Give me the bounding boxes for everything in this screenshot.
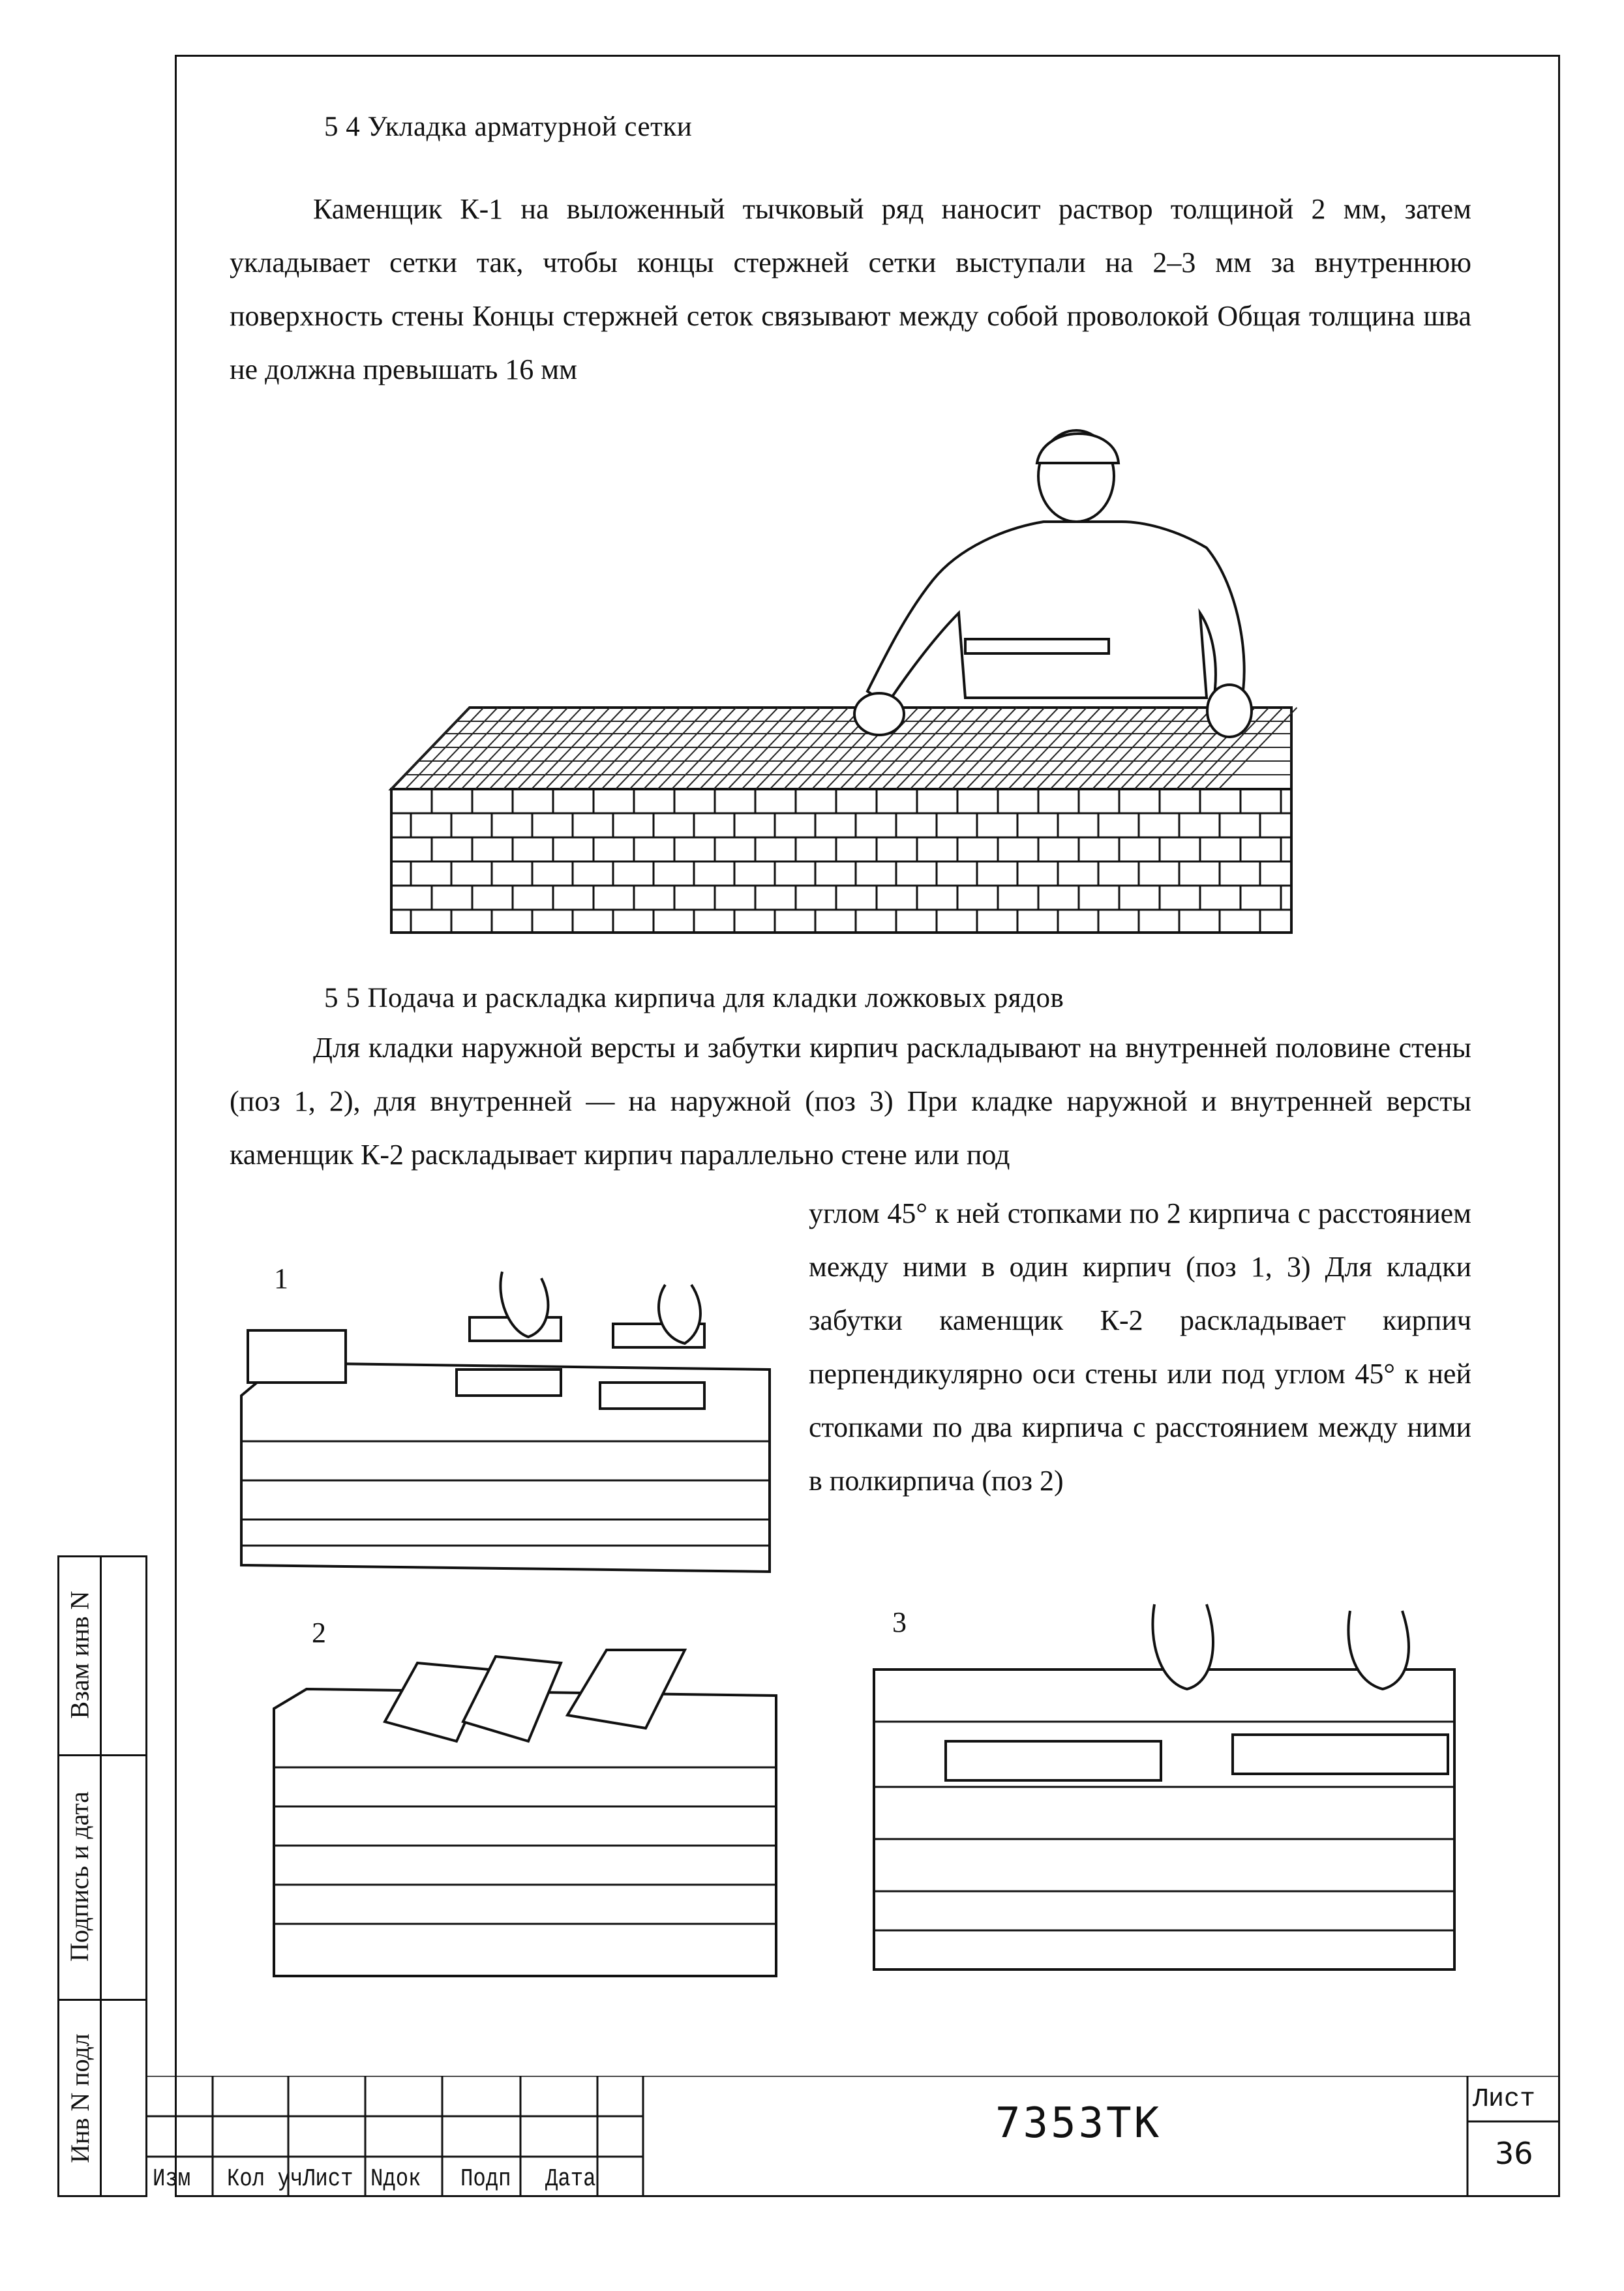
margin-label-inv-podl: Инв N подл — [65, 2033, 95, 2163]
title-block-grid — [147, 2076, 1560, 2197]
title-col-izm: Изм — [153, 2165, 191, 2193]
margin-stamp-inner — [102, 1555, 147, 2197]
title-col-kol-uch: Кол уч — [227, 2165, 303, 2193]
section-heading-5-5: 5 5 Подача и раскладка кирпича для кладки ложковых рядов — [324, 983, 1064, 1013]
title-col-list: Лист — [303, 2165, 353, 2193]
margin-label-podpis-data: Подпись и дата — [65, 1791, 95, 1962]
section-heading-5-4: 5 4 Укладка арматурной сетки — [324, 112, 693, 142]
sheet-number: 36 — [1495, 2136, 1533, 2171]
margin-label-vzam-inv: Взам инв N — [65, 1591, 95, 1719]
brick-layout-figure-2 — [267, 1611, 776, 1983]
brick-layout-figure-3 — [867, 1591, 1467, 1983]
figure-1-label: 1 — [274, 1263, 288, 1295]
title-col-data: Дата — [545, 2165, 596, 2193]
figure-3-label: 3 — [892, 1606, 907, 1638]
section-text-5-4: Каменщик К-1 на выложенный тычковый ряд наносит раствор толщиной 2 мм, затем укладывает сетки так, чтобы концы стержней сетки выступали на 2–3 мм за внутреннюю поверхность стены Концы стержней сеток связывают между собой проволокой Общая толщина шва не должна превышать 16 мм — [230, 193, 1471, 385]
title-col-ndok: Nдок — [370, 2165, 421, 2193]
section-text-5-5-right: углом 45° к ней стопками по 2 кирпича с расстоянием между ними в один кирпич (поз 1, 3) Для кладки забутки каменщик К-2 раскладывает кирпич перпендикулярно оси стены или под углом 45° к ней стопками по два кирпича с расстоянием между ними в полкирпича (поз 2) — [809, 1197, 1471, 1497]
brick-layout-figure-1 — [235, 1233, 802, 1585]
figure-2-label: 2 — [312, 1617, 326, 1649]
sheet-label: Лист — [1473, 2085, 1536, 2114]
title-block — [147, 2076, 1560, 2197]
mesh-laying-illustration — [391, 417, 1317, 939]
title-col-podp: Подп — [460, 2165, 511, 2193]
section-text-5-5: Для кладки наружной версты и забутки кирпич раскладывают на внутренней половине стены (поз 1, 2), для внутренней — на наружной (поз 3) При кладке наружной и внутренней версты каменщик К-2 раскладывает кирпич параллельно стене или под — [230, 1032, 1471, 1171]
document-code: 7353ТК — [995, 2099, 1162, 2148]
